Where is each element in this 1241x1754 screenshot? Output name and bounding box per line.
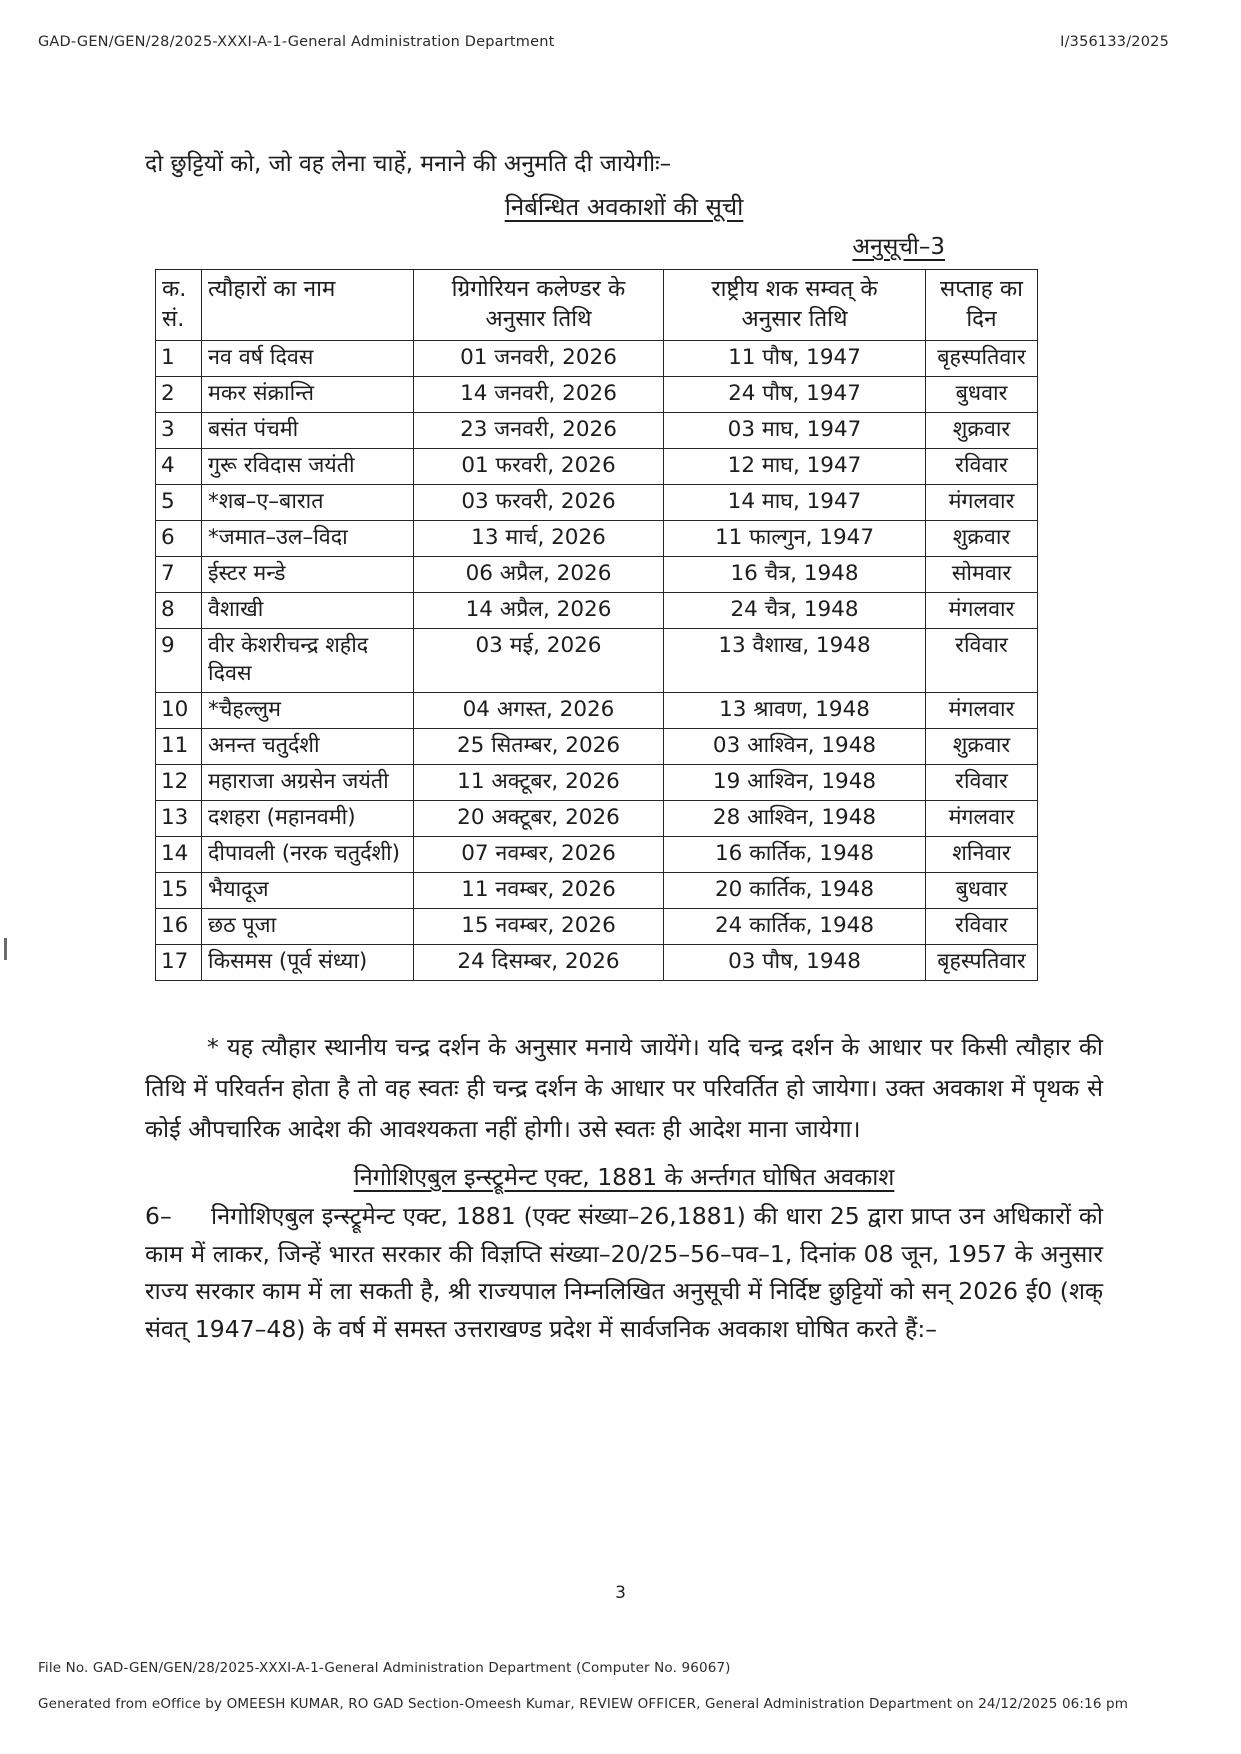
festival-name-cell: *चैहल्लुम [202,693,414,729]
weekday-cell: मंगलवार [926,593,1038,629]
table-row [156,485,1038,521]
shaka-date-cell: 03 आश्विन, 1948 [664,729,926,765]
col-festival-name-header: त्यौहारों का नाम [202,270,414,341]
weekday-cell: बृहस्पतिवार [926,341,1038,377]
gregorian-date-cell: 01 फरवरी, 2026 [414,449,664,485]
festival-name-cell: भैयादूज [202,873,414,909]
gregorian-date-cell: 11 नवम्बर, 2026 [414,873,664,909]
table-row [156,341,1038,377]
serial-cell: 7 [156,557,202,593]
weekday-cell: रविवार [926,449,1038,485]
negotiable-instruments-heading: निगोशिएबुल इन्स्ट्रूमेन्ट एक्ट, 1881 के अर्न्तगत घोषित अवकाश [353,1163,895,1191]
shaka-date-cell: 11 फाल्गुन, 1947 [664,521,926,557]
serial-cell: 17 [156,945,202,981]
weekday-cell: मंगलवार [926,801,1038,837]
table-row [156,693,1038,729]
festival-name-cell: अनन्त चतुर्दशी [202,729,414,765]
file-reference: GAD-GEN/GEN/28/2025-XXXI-A-1-General Administration Department [38,34,555,50]
festival-name-cell: नव वर्ष दिवस [202,341,414,377]
table-row [156,593,1038,629]
gregorian-date-cell: 25 सितम्बर, 2026 [414,729,664,765]
gregorian-date-cell: 03 मई, 2026 [414,629,664,693]
table-row [156,945,1038,981]
festival-name-cell: *जमात–उल–विदा [202,521,414,557]
paragraph-6-text: निगोशिएबुल इन्स्ट्रूमेन्ट एक्ट, 1881 (एक्ट संख्या–26,1881) की धारा 25 द्वारा प्राप्त उन अधिकारों को काम में लाकर, जिन्हें भारत सरकार की विज्ञप्ति संख्या–20/25–56–पव–1, दिनांक 08 जून, 1957 के अनुसार राज्य सरकार काम में ला सकती है, श्री राज्यपाल निम्नलिखित अनुसूची में निर्दिष्ट छुट्टियों को सन् 2026 ई0 (शक् संवत् 1947–48) के वर्ष में समस्त उत्तराखण्ड प्रदेश में सार्वजनिक अवकाश घोषित करते हैं:– [145,1202,1103,1343]
document-id: I/356133/2025 [1060,34,1169,50]
weekday-cell: सोमवार [926,557,1038,593]
serial-cell: 5 [156,485,202,521]
gregorian-date-cell: 03 फरवरी, 2026 [414,485,664,521]
lunar-sighting-note: * यह त्यौहार स्थानीय चन्द्र दर्शन के अनुसार मनाये जायेंगे। यदि चन्द्र दर्शन के आधार पर किसी त्यौहार की तिथि में परिवर्तन होता है तो वह स्वतः ही चन्द्र दर्शन के आधार पर परिवर्तित हो जायेगा। उक्त अवकाश में पृथक से कोई औपचारिक आदेश की आवश्यकता नहीं होगी। उसे स्वतः ही आदेश माना जायेगा। [145,1033,1103,1143]
gregorian-date-cell: 15 नवम्बर, 2026 [414,909,664,945]
col-shaka-date-header: राष्ट्रीय शक सम्वत् के अनुसार तिथि [664,270,926,341]
festival-name-cell: वैशाखी [202,593,414,629]
shaka-date-cell: 14 माघ, 1947 [664,485,926,521]
festival-name-cell: गुरू रविदास जयंती [202,449,414,485]
shaka-date-cell: 16 कार्तिक, 1948 [664,837,926,873]
festival-name-cell: महाराजा अग्रसेन जयंती [202,765,414,801]
serial-cell: 10 [156,693,202,729]
shaka-date-cell: 11 पौष, 1947 [664,341,926,377]
gregorian-date-cell: 04 अगस्त, 2026 [414,693,664,729]
festival-name-cell: बसंत पंचमी [202,413,414,449]
weekday-cell: मंगलवार [926,485,1038,521]
festival-name-cell: दीपावली (नरक चतुर्दशी) [202,837,414,873]
weekday-cell: बुधवार [926,873,1038,909]
table-row [156,765,1038,801]
weekday-cell: बुधवार [926,377,1038,413]
festival-name-cell: दशहरा (महानवमी) [202,801,414,837]
weekday-cell: रविवार [926,909,1038,945]
serial-cell: 15 [156,873,202,909]
serial-cell: 16 [156,909,202,945]
shaka-date-cell: 13 वैशाख, 1948 [664,629,926,693]
festival-name-cell: *शब–ए–बारात [202,485,414,521]
serial-cell: 11 [156,729,202,765]
gregorian-date-cell: 07 नवम्बर, 2026 [414,837,664,873]
table-header-row [156,270,1038,341]
festival-name-cell: ईस्टर मन्डे [202,557,414,593]
shaka-date-cell: 19 आश्विन, 1948 [664,765,926,801]
table-row [156,449,1038,485]
festival-name-cell: छठ पूजा [202,909,414,945]
shaka-date-cell: 24 चैत्र, 1948 [664,593,926,629]
festival-name-cell: वीर केशरीचन्द्र शहीद दिवस [202,629,414,693]
intro-sentence: दो छुट्टियों को, जो वह लेना चाहें, मनाने की अनुमति दी जायेगीः– [145,151,672,177]
shaka-date-cell: 12 माघ, 1947 [664,449,926,485]
table-row [156,837,1038,873]
shaka-date-cell: 03 पौष, 1948 [664,945,926,981]
table-row [156,873,1038,909]
shaka-date-cell: 16 चैत्र, 1948 [664,557,926,593]
serial-cell: 14 [156,837,202,873]
table-row [156,377,1038,413]
shaka-date-cell: 24 पौष, 1947 [664,377,926,413]
list-title: निर्बन्धित अवकाशों की सूची [504,193,744,221]
table-row [156,729,1038,765]
table-row [156,557,1038,593]
festival-name-cell: किसमस (पूर्व संध्या) [202,945,414,981]
document-body [145,146,1103,1348]
col-weekday-header: सप्ताह का दिन [926,270,1038,341]
serial-cell: 13 [156,801,202,837]
document-footer [38,1650,1201,1722]
shaka-date-cell: 28 आश्विन, 1948 [664,801,926,837]
weekday-cell: शुक्रवार [926,413,1038,449]
gregorian-date-cell: 23 जनवरी, 2026 [414,413,664,449]
scan-artifact-mark [4,938,7,960]
table-row [156,413,1038,449]
footer-file-number: File No. GAD-GEN/GEN/28/2025-XXXI-A-1-General Administration Department (Computer No. 96067) [38,1660,731,1676]
shaka-date-cell: 24 कार्तिक, 1948 [664,909,926,945]
festival-name-cell: मकर संक्रान्ति [202,377,414,413]
gregorian-date-cell: 24 दिसम्बर, 2026 [414,945,664,981]
paragraph-number: 6– [145,1202,172,1230]
schedule-label: अनुसूची–3 [852,234,945,260]
serial-cell: 8 [156,593,202,629]
footer-generated-line: Generated from eOffice by OMEESH KUMAR, RO GAD Section-Omeesh Kumar, REVIEW OFFICER, General Administration Department on 24/12/2025 06:16 pm [38,1696,1129,1712]
gregorian-date-cell: 14 अप्रैल, 2026 [414,593,664,629]
shaka-date-cell: 20 कार्तिक, 1948 [664,873,926,909]
shaka-date-cell: 13 श्रावण, 1948 [664,693,926,729]
table-body [156,341,1038,981]
weekday-cell: रविवार [926,629,1038,693]
weekday-cell: रविवार [926,765,1038,801]
serial-cell: 1 [156,341,202,377]
gregorian-date-cell: 11 अक्टूबर, 2026 [414,765,664,801]
table-row [156,801,1038,837]
shaka-date-cell: 03 माघ, 1947 [664,413,926,449]
weekday-cell: मंगलवार [926,693,1038,729]
gregorian-date-cell: 14 जनवरी, 2026 [414,377,664,413]
col-serial-header: क. सं. [156,270,202,341]
weekday-cell: शुक्रवार [926,729,1038,765]
serial-cell: 12 [156,765,202,801]
weekday-cell: शनिवार [926,837,1038,873]
weekday-cell: बृहस्पतिवार [926,945,1038,981]
table-row [156,629,1038,693]
serial-cell: 9 [156,629,202,693]
serial-cell: 4 [156,449,202,485]
table-row [156,521,1038,557]
page-number: 3 [615,1583,626,1603]
gregorian-date-cell: 20 अक्टूबर, 2026 [414,801,664,837]
document-header [38,34,1169,50]
table-row [156,909,1038,945]
paragraph-6 [145,1198,1103,1348]
gregorian-date-cell: 13 मार्च, 2026 [414,521,664,557]
serial-cell: 3 [156,413,202,449]
restricted-holidays-table [155,269,1038,981]
weekday-cell: शुक्रवार [926,521,1038,557]
serial-cell: 6 [156,521,202,557]
gregorian-date-cell: 06 अप्रैल, 2026 [414,557,664,593]
serial-cell: 2 [156,377,202,413]
col-gregorian-date-header: ग्रिगोरियन कलेण्डर के अनुसार तिथि [414,270,664,341]
gregorian-date-cell: 01 जनवरी, 2026 [414,341,664,377]
